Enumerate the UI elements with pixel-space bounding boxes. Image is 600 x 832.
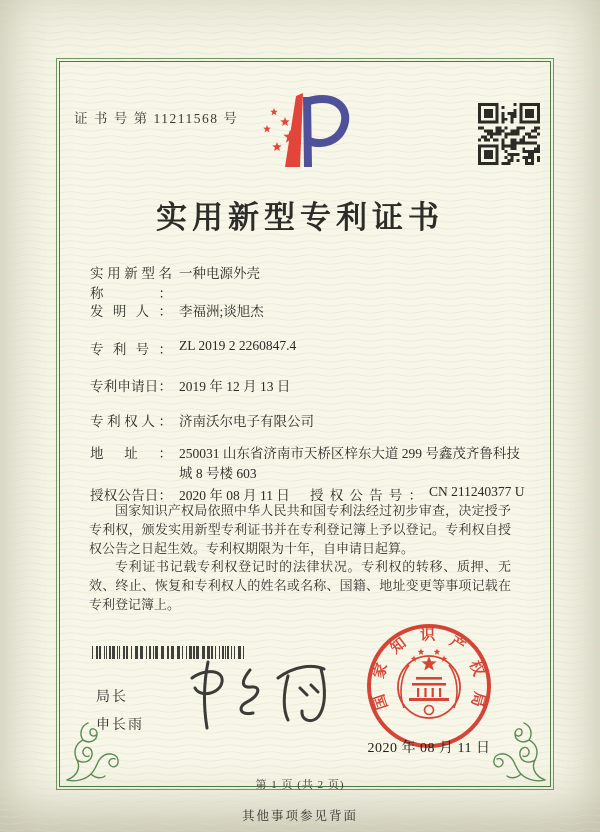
certificate-title: 实用新型专利证书 xyxy=(156,200,444,235)
field-value: 250031 山东省济南市天桥区梓东大道 299 号鑫茂齐鲁科技 xyxy=(179,446,520,461)
field-label: 专利权人： xyxy=(90,414,172,429)
field-row-filing-date xyxy=(90,375,290,395)
field-value-address-line2: 城 8 号楼 603 xyxy=(179,466,257,481)
back-side-note: 其他事项参见背面 xyxy=(241,809,358,823)
field-row-patentee xyxy=(90,410,314,430)
field-row-address xyxy=(90,442,520,462)
qr-code xyxy=(478,103,540,165)
field-value: 济南沃尔电子有限公司 xyxy=(179,414,314,429)
signatory-title: 局长 xyxy=(96,690,128,705)
field-row-name xyxy=(90,262,260,302)
signatory-name: 申长雨 xyxy=(96,718,144,733)
seal-date: 2020 年 08 月 11 日 xyxy=(367,741,491,756)
field-label: 实用新型名称： xyxy=(90,266,172,301)
field-label: 发明人： xyxy=(90,304,172,319)
cnipa-patent-logo-icon xyxy=(256,88,356,172)
field-value: ZL 2019 2 2260847.4 xyxy=(179,338,297,353)
field-label: 授权公告号： xyxy=(310,488,422,503)
legal-paragraph-2: 专利证书记载专利权登记时的法律状况。专利权的转移、质押、无效、终止、恢复和专利权人的姓名或名称、国籍、地址变更等事项记载在专利登记簿上。 xyxy=(89,559,511,612)
legal-paragraph-1: 国家知识产权局依照中华人民共和国专利法经过初步审查，决定授予专利权，颁发实用新型专利证书并在专利登记簿上予以登记。专利权自授权公告之日起生效。专利权期限为十年，自申请日起算。 xyxy=(89,503,511,556)
field-row-inventor xyxy=(90,300,264,320)
legal-text-block xyxy=(89,502,511,615)
field-value: CN 211240377 U xyxy=(429,484,525,499)
field-label: 地址： xyxy=(90,446,172,461)
field-label: 专利申请日： xyxy=(90,379,172,394)
field-row-patent-number xyxy=(90,338,296,358)
field-row-grant-date xyxy=(90,484,290,504)
field-value: 李福洲;谈旭杰 xyxy=(179,304,264,319)
field-label: 授权公告日： xyxy=(90,488,172,503)
page-number: 第 1 页 (共 2 页) xyxy=(255,779,345,791)
field-value: 2020 年 08 月 11 日 xyxy=(179,488,290,503)
field-value: 一种电源外壳 xyxy=(179,266,260,281)
seal-ring-text: 国家知识产权局 xyxy=(371,627,487,712)
field-row-grant-number xyxy=(310,484,525,504)
certificate-number: 证 书 号 第 11211568 号 xyxy=(74,111,239,126)
national-emblem-icon xyxy=(398,648,460,718)
signature-handwriting xyxy=(178,652,338,742)
field-value: 2019 年 12 月 13 日 xyxy=(179,379,291,394)
field-label: 专利号： xyxy=(90,342,172,357)
